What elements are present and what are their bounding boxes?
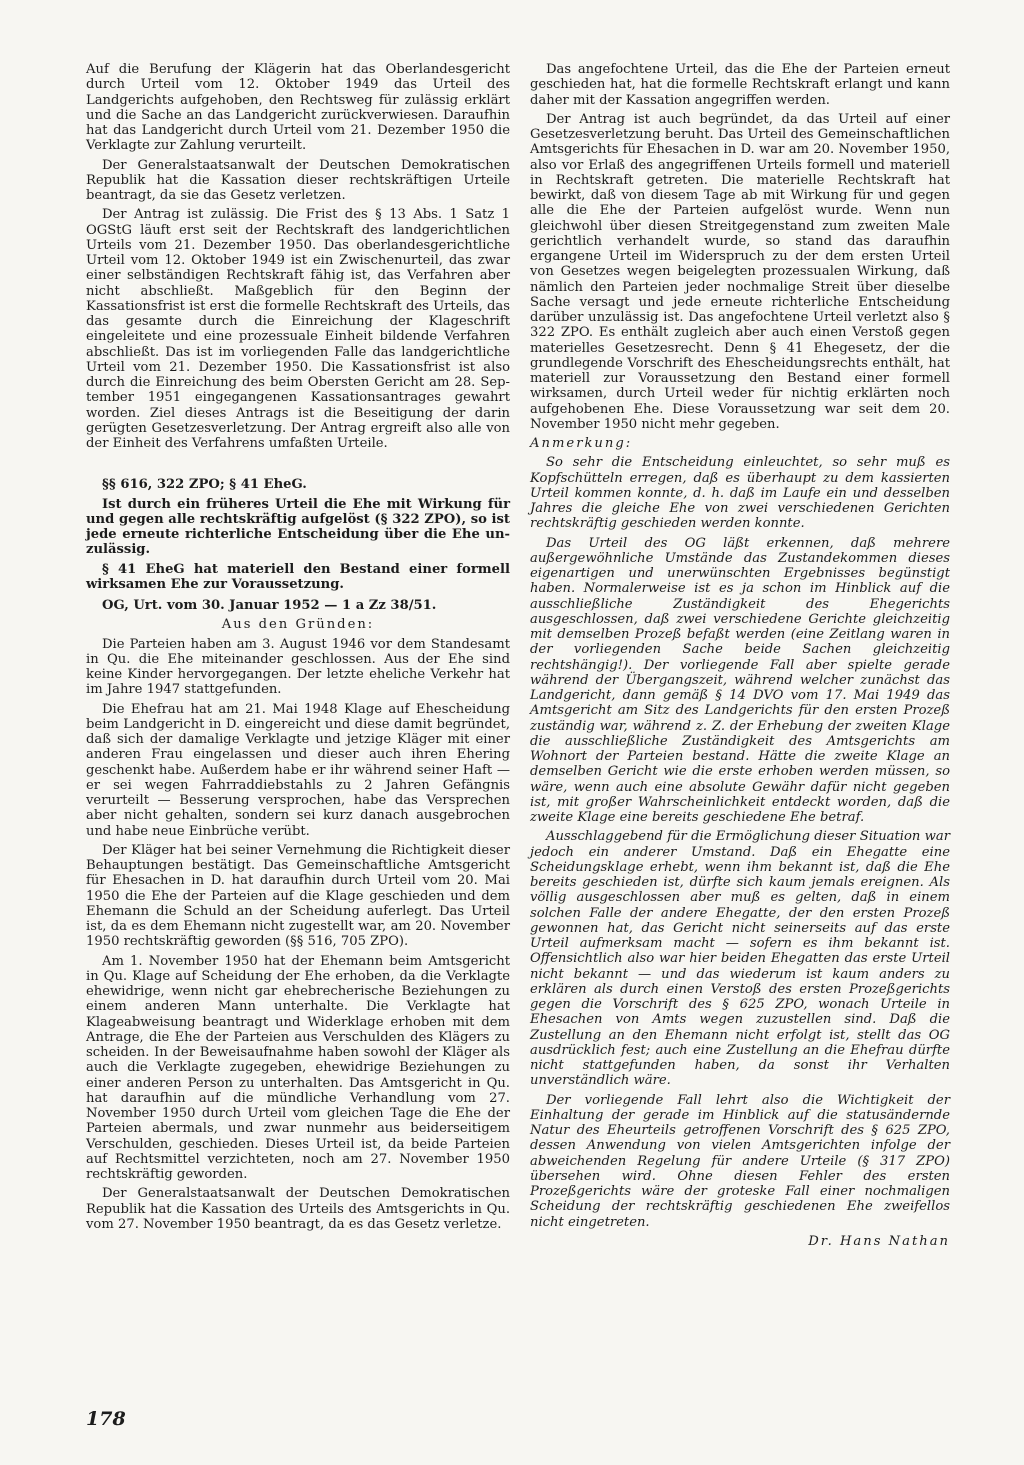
paragraph: Die Parteien haben am 3. August 1946 vor dem Standesamt in Qu. die Ehe miteinander geschlossen. Aus der Ehe sind keine Kinder hervorgegangen. Der letzte eheliche Verkehr hat im Jahre 1947 stattgefunden. — [86, 636, 510, 698]
paragraph: Der Antrag ist zulässig. Die Frist des § 13 Abs. 1 Satz 1 OGStG läuft erst seit der Rechtskraft des landgerichtlichen Urteils vom 21. Dezember 1950. Das oberlandesgerichtliche Urteil vom 12. Oktober 1949 ist ein Zwischenurteil, das zwar einer selbständigen Rechtskraft fähig ist, das Verfahren aber nicht abschließt. Maßgeblich für den Beginn der Kassationsfrist ist erst die formelle Rechtskraft des Urteils, das das gesamte durch die Einreichung der Klageschrift eingeleitete und eine prozessuale Einheit bildende Verfahren abschließt. Das ist im vorliegenden Falle das landgerichtliche Urteil vom 21. Dezember 1950. Die Kassationsfrist ist also durch die Einreichung des beim Obersten Gericht am 28. September 1951 eingegangenen Kassationsantrages gewahrt worden. Ziel dieses Antrags ist die Beseitigung der darin gerügten Gesetzesverletzung. Der Antrag ergreift also alle von der Einheit des Verfahrens umfaßten Urteile. — [86, 207, 510, 451]
annotation-paragraph: Das Urteil des OG läßt erkennen, daß mehrere außergewöhnliche Umstände das Zustandekommen dieses eigenartigen und unerwünschten Ergebnisses begünstigt haben. Normalerweise ist es ja schon im Hinblick auf die ausschließliche Zuständigkeit des Ehegerichts ausgeschlossen, daß zwei verschiedene Gerichte gleichzeitig mit demselben Prozeß befaßt werden (eine Zeitlang waren in der vorliegenden Sache beide Sachen gleichzeitig rechtshängig!). Der vorliegende Fall aber spielte gerade während der Übergangszeit, während welcher zunächst das Landgericht, dann gemäß § 14 DVO vom 17. Mai 1949 das Amtsgericht am Sitz des Landgerichts für den ersten Prozeß zuständig war, während z. Z. der Erhebung der zweiten Klage die ausschließliche Zuständigkeit des Amtsgerichts am Wohnort der Parteien bestand. Hätte die zweite Klage an demselben Gericht wie die erste erhoben werden müssen, so wäre, wenn auch eine absolute Gewähr dafür nicht gegeben ist, mit großer Wahrscheinlichkeit entdeckt worden, daß die zweite Klage eine bereits geschiedene Ehe betraf. — [530, 535, 950, 825]
headnote-principle: § 41 EheG hat materiell den Bestand einer formell wirksamen Ehe zur Voraussetzung. — [86, 561, 510, 592]
annotation-paragraph: So sehr die Entscheidung einleuchtet, so sehr muß es Kopfschütteln erregen, daß es überhaupt zu dem kassierten Urteil kommen konnte, d. h. daß im Laufe ein und desselben Jahres die gleiche Ehe von zwei verschiedenen Gerichten rechtskräftig geschieden werden konnte. — [530, 455, 950, 532]
section-subheading: Aus den Gründen: — [221, 617, 375, 633]
paragraph: Auf die Berufung der Klägerin hat das Oberlandesgericht durch Urteil vom 12. Oktober 1949 das Urteil des Landgerichts aufgehoben, den Rechtsweg für zulässig erklärt und die Sache an das Landgericht zurückverwiesen. Daraufhin hat das Landgericht durch Urteil vom 21. Dezember 1950 die Verklagte zur Zahlung verurteilt. — [86, 62, 510, 154]
paragraph: Der Generalstaatsanwalt der Deutschen Demokratischen Republik hat die Kassation des Urteils des Amtsgerichts in Qu. vom 27. November 1950 beantragt, da es das Gesetz verletze. — [86, 1186, 510, 1232]
paragraph: Die Ehefrau hat am 21. Mai 1948 Klage auf Ehescheidung beim Landgericht in D. eingereicht und diese damit begründet, daß sich der damalige Verklagte und jetzige Kläger mit einer anderen Frau eingelassen und dieser auch ihren Ehering geschenkt habe. Außerdem habe er ihr während seiner Haft — er sei wegen Fahrraddiebstahls zu 2 Jahren Gefängnis verurteilt — Besserung versprochen, habe das Versprechen aber nicht gehalten, sondern sei kurz danach ausgebrochen und habe neue Einbrüche verübt. — [86, 701, 510, 839]
paragraph: Der Kläger hat bei seiner Vernehmung die Richtigkeit dieser Behauptungen bestätigt. Das Gemeinschaftliche Amtsgericht für Ehesachen in D. hat daraufhin durch Urteil vom 20. Mai 1950 die Ehe der Parteien auf die Klage geschieden und dem Ehemann die Schuld an der Scheidung auferlegt. Das Urteil ist, da es dem Ehemann nicht zugestellt war, am 20. November 1950 rechtskräftig geworden (§§ 516, 705 ZPO). — [86, 842, 510, 950]
annotation-paragraph: Der vorliegende Fall lehrt also die Wichtigkeit der Einhaltung der gerade im Hinblick auf die statusändernde Natur des Eheurteils getroffenen Vorschrift des § 625 ZPO, dessen Anwendung von vielen Amtsgerichten infolge der abweichenden Regelung für andere Urteile (§ 317 ZPO) übersehen wird. Ohne diesen Fehler des ersten Prozeßgerichts wäre der groteske Fall einer nochmaligen Scheidung der rechtskräftig geschiedenen Ehe zweifellos nicht eingetreten. — [530, 1092, 950, 1230]
paragraph: Der Antrag ist auch begründet, da das Urteil auf einer Gesetzesverletzung beruht. Das Urteil des Gemeinschaftlichen Amtsgerichts für Ehesachen in D. war am 20. November 1950, also vor Erlaß des angegriffenen Urteils formell und materiell in Rechtskraft getreten. Die materielle Rechtskraft hat bewirkt, daß von diesem Tage ab mit Wirkung für und gegen alle die Ehe der Parteien aufgelöst wurde. Wenn nun gleichwohl über diesen Streitgegenstand zum zweiten Male gerichtlich verhandelt wurde, so stand das daraufhin ergangene Urteil im Widerspruch zu der dem ersten Urteil von Gesetzes wegen beigelegten prozessualen Wirkung, daß nämlich den Parteien jeder nochmalige Streit über dieselbe Sache versagt und jede erneute richterliche Entscheidung darüber unzulässig ist. Das angefochtene Urteil verletzt also § 322 ZPO. Es enthält zugleich aber auch einen Verstoß gegen materielles Gesetzesrecht. Denn § 41 Ehegesetz, der die grundlegende Vorschrift des Ehescheidungsrechts enthält, hat materiell zur Voraussetzung den Bestand einer formell wirksamen, durch Urteil weder für nichtig erklärten noch aufgehobenen Ehe. Diese Voraussetzung war seit dem 20. November 1950 nicht mehr gegeben. — [530, 111, 950, 432]
headnote — [86, 477, 510, 613]
paragraph: Das angefochtene Urteil, das die Ehe der Parteien erneut geschieden hat, hat die formelle Rechtskraft erlangt und kann daher mit der Kassation angegriffen werden. — [530, 62, 950, 108]
court-reference: OG, Urt. vom 30. Januar 1952 — 1 a Zz 38/51. — [102, 598, 437, 613]
left-column — [86, 62, 510, 1236]
page-number: 178 — [86, 1408, 126, 1430]
paragraph: Der Generalstaatsanwalt der Deutschen Demokratischen Republik hat die Kassation dieser rechtskräftigen Urteile beantragt, da sie das Gesetz verletzen. — [86, 157, 510, 203]
headnote-citation: §§ 616, 322 ZPO; § 41 EheG. — [102, 477, 307, 493]
headnote-principle: Ist durch ein früheres Urteil die Ehe mit Wirkung für und gegen alle rechtskräftig aufgelöst (§ 322 ZPO), so ist jede erneute richterliche Entscheidung über die Ehe unzulässig. — [86, 496, 510, 558]
right-column — [530, 62, 950, 1253]
author-signature: Dr. Hans Nathan — [808, 1233, 950, 1249]
annotation-title: Anmerkung: — [530, 436, 633, 451]
paragraph: Am 1. November 1950 hat der Ehemann beim Amtsgericht in Qu. Klage auf Scheidung der Ehe erhoben, da die Verklagte ehewidrige, wenn nicht gar ehebrecherische Beziehungen zu einem anderen Mann unterhalte. Die Verklagte hat Klageabweisung beantragt und Widerklage erhoben mit dem Antrage, die Ehe der Parteien aus Verschulden des Klägers zu scheiden. In der Beweisaufnahme haben sowohl der Kläger als auch die Verklagte zugegeben, ehewidrige Beziehungen zu einer anderen Person zu unterhalten. Das Amtsgericht in Qu. hat daraufhin auf die mündliche Verhandlung vom 27. November 1950 durch Urteil vom gleichen Tage die Ehe der Parteien abermals, und zwar nunmehr aus beiderseitigem Verschulden, geschieden. Dieses Urteil ist, da beide Parteien auf Rechtsmittel verzichteten, noch am 27. November 1950 rechtskräftig geworden. — [86, 953, 510, 1182]
annotation — [530, 455, 950, 1230]
annotation-paragraph: Ausschlaggebend für die Ermöglichung dieser Situation war jedoch ein anderer Umstand. Daß ein Ehegatte eine Scheidungsklage erhebt, wenn ihm bekannt ist, daß die Ehe bereits geschieden ist, dürfte sich kaum jemals ereignen. Als völlig ausgeschlossen aber muß es gelten, daß in einem solchen Falle der andere Ehegatte, der den ersten Prozeß gewonnen hat, das Gericht nicht seinerseits auf das erste Urteil aufmerksam macht — sofern es ihm bekannt ist. Offensichtlich also war hier beiden Ehegatten das erste Urteil nicht bekannt — und das wiederum ist kaum anders zu erklären als durch einen Verstoß des ersten Prozeßgerichts gegen die Vorschrift des § 625 ZPO, wonach Urteile in Ehesachen von Amts wegen zuzustellen sind. Daß die Zustellung an den Ehemann nicht erfolgt ist, stellt das OG ausdrücklich fest; auch eine Zustellung an die Ehefrau dürfte nicht stattgefunden haben, da sonst ihr Verhalten unverständlich wäre. — [530, 829, 950, 1089]
